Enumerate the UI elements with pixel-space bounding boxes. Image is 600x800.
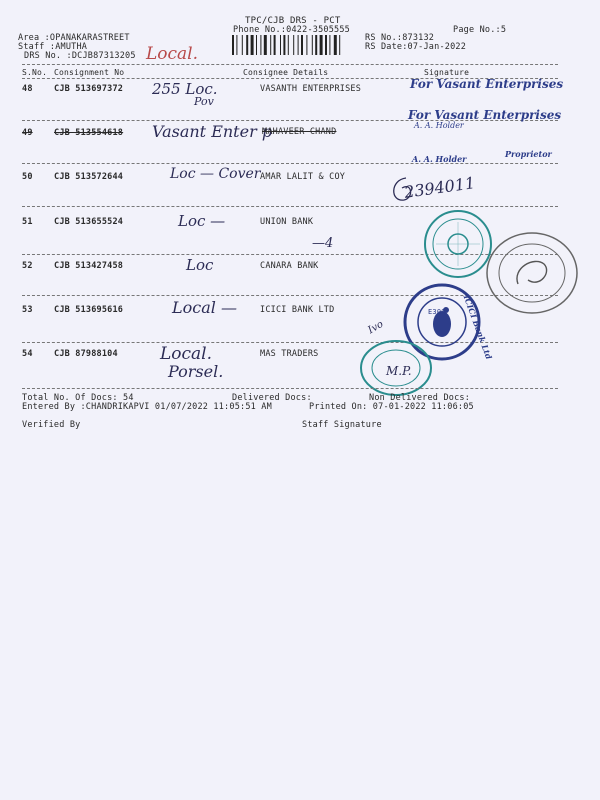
divider xyxy=(22,64,558,65)
divider xyxy=(22,163,558,164)
col-sno: S.No. xyxy=(22,68,48,77)
row-handwritten-note: 255 Loc. xyxy=(152,80,218,98)
page-number: Page No.:5 xyxy=(453,25,507,35)
non-delivered-docs: Non Delivered Docs: xyxy=(369,393,471,403)
holder-stamp: A. A. Holder xyxy=(414,121,464,130)
row-handwritten-note: Loc — xyxy=(178,212,226,230)
drs-handwritten-note: Local. xyxy=(146,44,199,64)
icici-stamp-code: E309 xyxy=(428,308,446,316)
rs-date: RS Date:07-Jan-2022 xyxy=(365,42,467,52)
drs-number: DRS No. :DCJB87313205 xyxy=(24,51,136,61)
row-consignment-no: CJB 513697372 xyxy=(54,84,124,94)
verified-by: Verified By xyxy=(22,420,81,430)
staff-field: Staff :AMUTHA xyxy=(18,42,88,52)
barcode xyxy=(232,35,364,55)
row-handwritten-note: Local. xyxy=(160,344,213,364)
row-sno: 53 xyxy=(22,305,33,315)
row-consignment-no: CJB 513554618 xyxy=(54,128,124,138)
row-consignment-no: CJB 513572644 xyxy=(54,172,124,182)
row-sno: 54 xyxy=(22,349,33,359)
rs-number: RS No.:873132 xyxy=(365,33,435,43)
col-consignment: Consignment No xyxy=(54,68,125,77)
holder-stamp: A. A. Holder xyxy=(412,154,467,164)
row-consignee: ICICI BANK LTD xyxy=(260,305,335,315)
row-consignment-no: CJB 513655524 xyxy=(54,217,124,227)
area-field: Area :OPANAKARASTREET xyxy=(18,33,130,43)
staff-signature: Staff Signature xyxy=(302,420,382,430)
total-docs: Total No. Of Docs: 54 xyxy=(22,393,134,403)
row-handwritten-note: Local — xyxy=(172,298,237,317)
row-sno: 49 xyxy=(22,128,33,138)
phone-number: Phone No.:0422-3505555 xyxy=(233,25,350,35)
row-sno: 48 xyxy=(22,84,33,94)
divider xyxy=(22,388,558,389)
grey-round-stamp xyxy=(482,228,582,318)
row-handwritten-note: Loc xyxy=(186,256,214,274)
row-sno: 52 xyxy=(22,261,33,271)
row-consignee: MAS TRADERS xyxy=(260,349,319,359)
proprietor-stamp: Proprietor xyxy=(505,149,552,159)
document-title: TPC/CJB DRS - PCT xyxy=(245,16,341,26)
row-handwritten-note: Vasant Enter p xyxy=(152,122,273,141)
row-sno: 50 xyxy=(22,172,33,182)
vasant-stamp: For Vasant Enterprises xyxy=(408,108,562,122)
row-consignee: VASANTH ENTERPRISES xyxy=(260,84,362,94)
row-consignment-no: CJB 513695616 xyxy=(54,305,124,315)
row-handwritten-note: Porsel. xyxy=(168,362,224,381)
delivered-docs: Delivered Docs: xyxy=(232,393,312,403)
handwritten-signature: 2394011 xyxy=(403,173,477,202)
signature-loop xyxy=(386,170,426,210)
row-handwritten-note: Loc — Cover xyxy=(170,166,261,182)
entered-by: Entered By :CHANDRIKAPVI 01/07/2022 11:05:51 AM xyxy=(22,402,272,412)
icici-stamp-label: ICICI Bank Ltd xyxy=(461,293,495,361)
row-handwritten-note: Pov xyxy=(194,95,214,108)
divider xyxy=(22,206,558,207)
row-consignment-no: CJB 87988104 xyxy=(54,349,118,359)
col-consignee: Consignee Details xyxy=(243,68,329,77)
col-signature: Signature xyxy=(424,68,470,77)
row-consignee: CANARA BANK xyxy=(260,261,319,271)
handwritten-mark: —4 xyxy=(312,236,334,251)
vasant-stamp: For Vasant Enterprises xyxy=(410,77,564,91)
handwritten-signature: M.P. xyxy=(386,364,412,378)
row-consignee: UNION BANK xyxy=(260,217,314,227)
row-consignee: AMAR LALIT & COY xyxy=(260,172,346,182)
row-sno: 51 xyxy=(22,217,33,227)
printed-on: Printed On: 07-01-2022 11:06:05 xyxy=(309,402,474,412)
row-consignee: MAHAVEER CHAND xyxy=(262,127,337,137)
handwritten-signature: Ivo xyxy=(366,318,386,337)
row-consignment-no: CJB 513427458 xyxy=(54,261,124,271)
